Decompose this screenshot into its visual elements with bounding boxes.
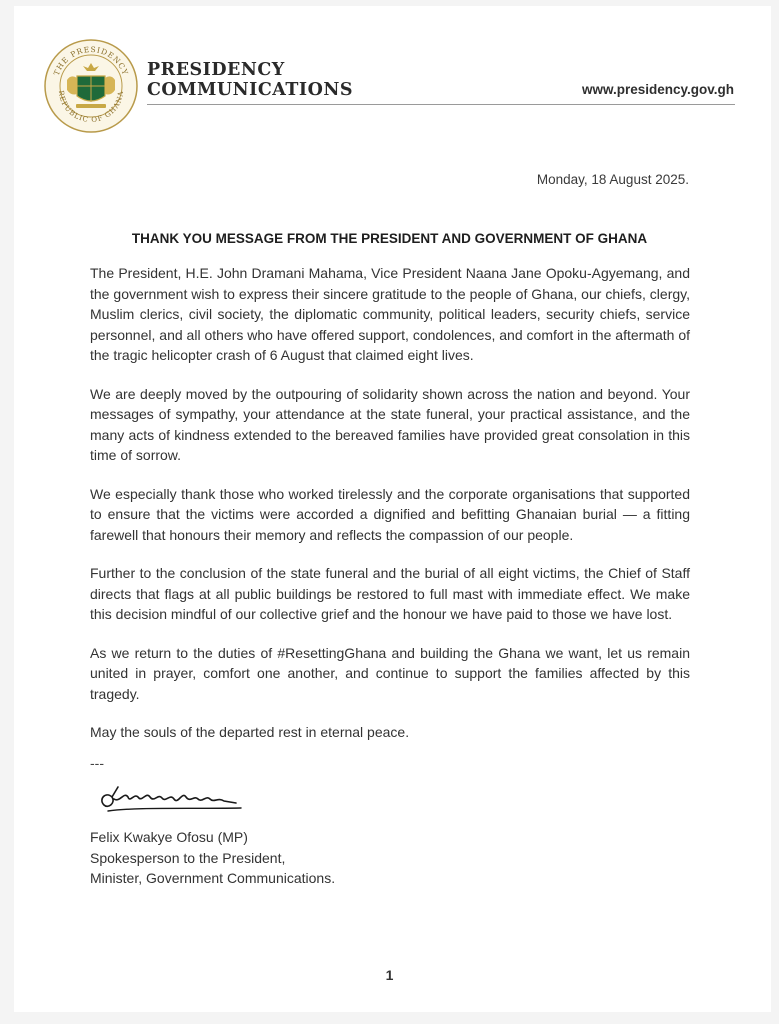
presidency-seal-icon bbox=[43, 38, 139, 134]
signatory-role-1: Spokesperson to the President, bbox=[90, 849, 286, 866]
handwritten-signature bbox=[96, 781, 246, 821]
paragraph-solidarity: We are deeply moved by the outpouring of solidarity shown across the nation and beyond. Your messages of sympathy, your attendance at the state funeral, your practical assistance, and the many acts of kindness extended to the bereaved families have provided great consolation in this time of sorrow. bbox=[90, 385, 690, 463]
paragraph-gratitude: The President, H.E. John Dramani Mahama, Vice President Naana Jane Opoku-Agyemang, and the government wish to express their sincere gratitude to the people of Ghana, our chiefs, clergy, Muslim clerics, civil society, the diplomatic community, political leaders, security chiefs, service personnel, and all others who have offered support, condolences, and comfort in the aftermath of the tragic helicopter crash of 6 August that claimed eight lives. bbox=[90, 265, 690, 363]
letter-date: Monday, 18 August 2025. bbox=[536, 172, 689, 187]
brand-wordmark bbox=[147, 60, 353, 100]
brand-line-presidency: PRESIDENCY bbox=[147, 60, 285, 80]
letter-body bbox=[90, 263, 690, 889]
svg-text:THE PRESIDENCY: THE PRESIDENCY bbox=[51, 44, 131, 77]
signatory-name: Felix Kwakye Ofosu (MP) bbox=[90, 829, 248, 845]
brand-line-communications: COMMUNICATIONS bbox=[147, 80, 353, 100]
website-link[interactable]: www.presidency.gov.gh bbox=[581, 82, 734, 97]
paragraph-closing: May the souls of the departed rest in eternal peace. bbox=[90, 724, 410, 740]
paragraph-resetting-ghana: As we return to the duties of #ResettingGhana and building the Ghana we want, let us remain united in prayer, comfort one another, and continue to support the families affected by this tragedy. bbox=[90, 644, 690, 702]
svg-text:REPUBLIC OF GHANA: REPUBLIC OF GHANA bbox=[56, 90, 126, 125]
letter-title: THANK YOU MESSAGE FROM THE PRESIDENT AND GOVERNMENT OF GHANA bbox=[131, 231, 648, 246]
paragraph-flags: Further to the conclusion of the state funeral and the burial of all eight victims, the Chief of Staff directs that flags at all public buildings be restored to full mast with immediate effect. We make this decision mindful of our collective grief and the honour we have paid to those we have lost. bbox=[90, 565, 690, 622]
page-number: 1 bbox=[385, 967, 394, 983]
separator: --- bbox=[90, 754, 104, 771]
header-divider bbox=[147, 104, 735, 105]
paragraph-thanks: We especially thank those who worked tirelessly and the corporate organisations that supported to ensure that the victims were accorded a dignified and befitting Ghanaian burial — a fitting farewell that honours their memory and reflects the compassion of our people. bbox=[90, 485, 690, 543]
signatory-role-2: Minister, Government Communications. bbox=[90, 870, 336, 886]
signatory-block bbox=[90, 827, 690, 889]
